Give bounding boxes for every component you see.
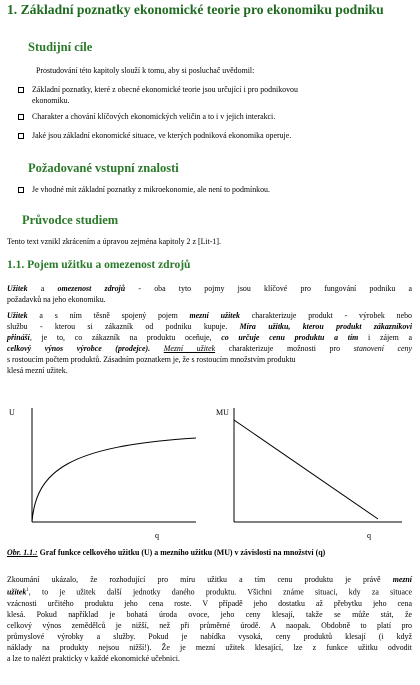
study-goals-intro: Prostudování této kapitoly slouží k tomu, aby si posluchač uvědomil: — [36, 66, 255, 75]
text-run: a s ním těsně spojený pojem — [27, 311, 190, 320]
text-run: Zkoumání ukázalo, že rozhodující pro míru užitku a tím cenu produktu je právě — [7, 575, 393, 584]
list-item: Charakter a chování klíčových ekonomických veličin a to i v jejich interakci. — [32, 112, 276, 121]
guide-text: Tento text vznikl zkrácením a úpravou zejména kapitoly 2 z [Lit-1]. — [7, 237, 221, 246]
section-heading: 1.1. Pojem užitku a omezenost zdrojů — [7, 259, 191, 271]
list-item: ekonomiku. — [32, 96, 70, 105]
text-line: klesá mezní užitek. — [7, 366, 68, 375]
marginal-utility-chart — [216, 408, 402, 540]
y-axis-label: MU — [216, 408, 229, 417]
page-title: 1. Základní poznatky ekonomické teorie pro ekonomiku podniku — [7, 2, 384, 17]
text-run: a — [27, 284, 58, 293]
list-item: Základní poznatky, které z obecné ekonomické teorie jsou určující i pro podnikovou — [32, 85, 298, 94]
text-line: požadavků na jeho ekonomiku. — [7, 295, 106, 304]
text-run: i zájem a — [358, 333, 412, 342]
text-line: celkový výnos zemědělců je nižší, než při průměrné úrodě. A naopak. Obdobně to platí pro — [7, 620, 412, 630]
text-run: stanovení ceny — [353, 344, 412, 353]
guide-heading: Průvodce studiem — [22, 213, 119, 227]
utility-charts — [0, 400, 420, 540]
term-mezni-uzitek: mezní užitek — [189, 311, 240, 320]
study-goals-heading: Studijní cíle — [28, 40, 93, 54]
text-run: , je to, co zákazník na produktu oceňuje, — [29, 333, 222, 342]
bullet-square-icon — [18, 114, 24, 120]
text-run: přináší — [7, 333, 30, 342]
text-line: a lze to nalézt prakticky v každé ekonomické učebnici. — [7, 653, 180, 663]
text-run: mezní — [392, 575, 412, 584]
x-axis-label: q — [367, 531, 371, 540]
text-run: Míra užitku, kterou produkt zákazníkovi — [239, 322, 413, 331]
term-mezni-uzitek: Mezní užitek — [163, 344, 216, 353]
term-uzitek: Užitek — [7, 284, 28, 293]
text-run: , to je užitek další jednotky daného produktu. Všichni známe situaci, kdy za situace — [28, 587, 412, 597]
total-utility-chart — [9, 408, 196, 540]
x-axis-label: q — [155, 531, 159, 540]
bullet-square-icon — [18, 187, 24, 193]
caption-text: Graf funkce celkového užitku (U) a mezního užitku (MU) v závislosti na množství (q) — [37, 548, 326, 557]
paragraph-2 — [7, 310, 412, 376]
term-uzitek: Užitek — [7, 311, 28, 320]
text-run — [150, 344, 164, 353]
bullet-square-icon — [18, 87, 24, 93]
text-run: celkový výnos výrobce (prodejce). — [7, 344, 151, 353]
term-omezenost: omezenost zdrojů — [57, 284, 126, 293]
text-line: náklady na produkty nejsou nižší!). Že je mezní užitek klesající, lze z funkce užitku odvodit — [7, 642, 412, 652]
paragraph-1 — [7, 283, 412, 305]
text-line: s rostoucím počtem produktů. Zásadním poznatkem je, že s rostoucím množstvím produktu — [7, 355, 296, 364]
text-line: vzácnosti určitého produktu jeho cena roste. V případě jeho dostatku až přebytku jeho cena — [7, 598, 412, 608]
bullet-square-icon — [18, 133, 24, 139]
text-line: klesá. Pokud například je bohatá úroda ovoce, jeho ceny klesají, takže se může stát, že — [7, 609, 412, 619]
text-run: službu - kterou si zákazník od podniku kupuje. — [7, 322, 240, 331]
list-item: Je vhodné mít základní poznatky z mikroekonomie, ale není to podmínkou. — [32, 185, 270, 194]
prerequisites-heading: Požadované vstupní znalosti — [28, 161, 179, 175]
figure-caption — [7, 548, 325, 557]
total-utility-curve — [32, 438, 196, 522]
list-item: Jaké jsou základní ekonomické situace, ve kterých podniková ekonomika operuje. — [32, 131, 292, 140]
text-run: užitek — [7, 587, 27, 597]
text-run: charakterizuje produkt - výrobek nebo — [239, 311, 412, 320]
footnote-ref: 1 — [26, 588, 29, 593]
y-axis-label: U — [9, 408, 15, 417]
text-run: charakterizuje možnosti pro — [215, 344, 354, 353]
text-run: co určuje cenu produktu a tím — [221, 333, 359, 342]
text-run: - oba tyto pojmy jsou klíčové pro fungování podniku a — [125, 284, 413, 293]
paragraph-3 — [7, 574, 412, 664]
marginal-utility-line — [234, 420, 378, 519]
text-line: průmyslové výrobky a služby. Pokud je nabídka vysoká, ceny produktů klesají (i když — [7, 631, 412, 641]
figure-label: Obr. 1.1.: — [7, 548, 38, 557]
